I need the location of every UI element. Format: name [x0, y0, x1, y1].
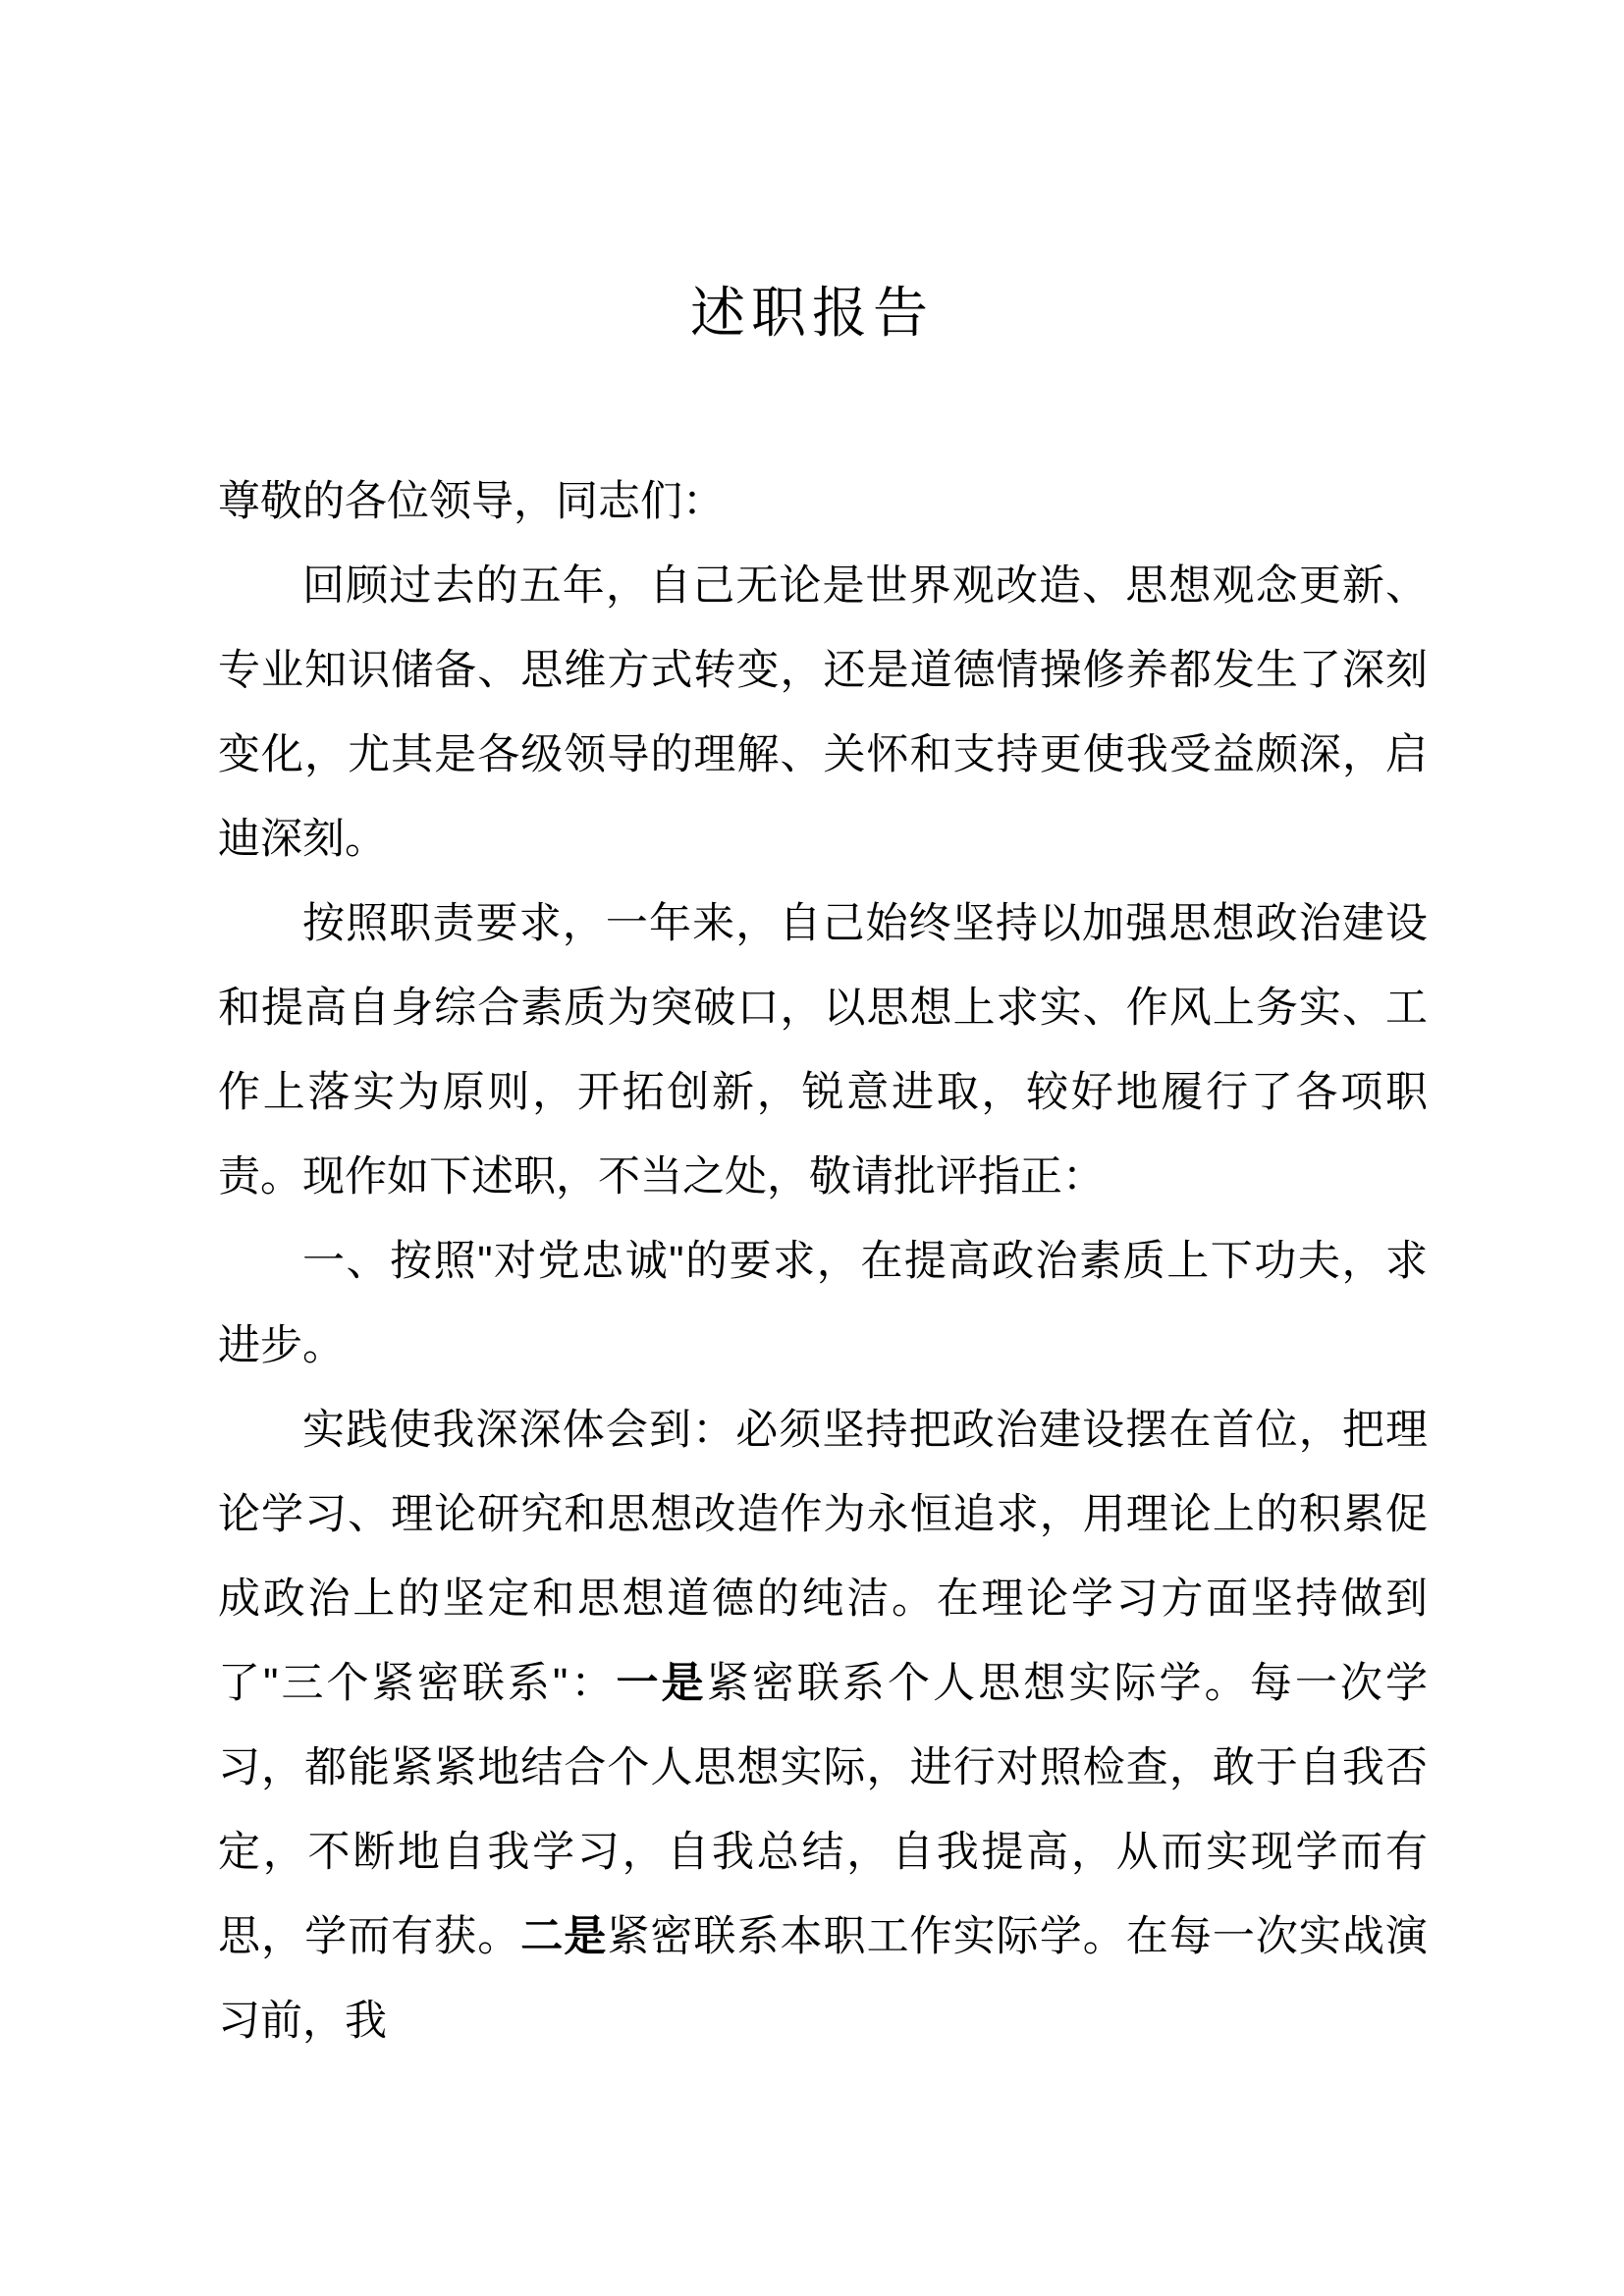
document-body	[218, 459, 1428, 2063]
text-run: 紧密联系个人思想实际学。每一次学习，都能紧紧地结合个人思想实际，进行对照检查，敢于自我否定，不断地自我学习，自我总结，自我提高，从而实现学而有思，学而有获。	[218, 1660, 1429, 1960]
emphasis-run: 二是	[520, 1913, 608, 1960]
text-run: 紧密联系本职工作实际学。在每一次实战演习前，我	[218, 1913, 1429, 2045]
para-duty-requirements	[218, 881, 1428, 1219]
text-run: 实践使我深深体会到：必须坚持把政治建设摆在首位，把理论学习、理论研究和思想改造作为永恒追求，用理论上的积累促成政治上的坚定和思想道德的纯洁。在理论学习方面坚持做到了"三个紧密联系"：	[218, 1407, 1428, 1707]
text-run: 按照职责要求，一年来，自己始终坚持以加强思想政治建设和提高自身综合素质为突破口，以思想上求实、作风上务实、工作上落实为原则，开拓创新，锐意进取，较好地履行了各项职责。现作如下述职，不当之处，敬请批评指正：	[218, 900, 1428, 1201]
para-practice-experience	[218, 1388, 1428, 2063]
para-review-five-years	[218, 544, 1428, 881]
text-run: 一、按照"对党忠诚"的要求，在提高政治素质上下功夫，求进步。	[218, 1238, 1428, 1369]
text-run: 尊敬的各位领导，同志们：	[218, 478, 725, 525]
emphasis-run: 一是	[616, 1660, 707, 1707]
text-run: 回顾过去的五年，自己无论是世界观改造、思想观念更新、专业知识储备、思维方式转变，还是道德情操修养都发生了深刻变化，尤其是各级领导的理解、关怀和支持更使我受益颇深，启迪深刻。	[218, 562, 1428, 863]
page-title: 述职报告	[690, 284, 934, 345]
salutation	[218, 459, 1428, 544]
para-section-one-heading	[218, 1219, 1428, 1388]
